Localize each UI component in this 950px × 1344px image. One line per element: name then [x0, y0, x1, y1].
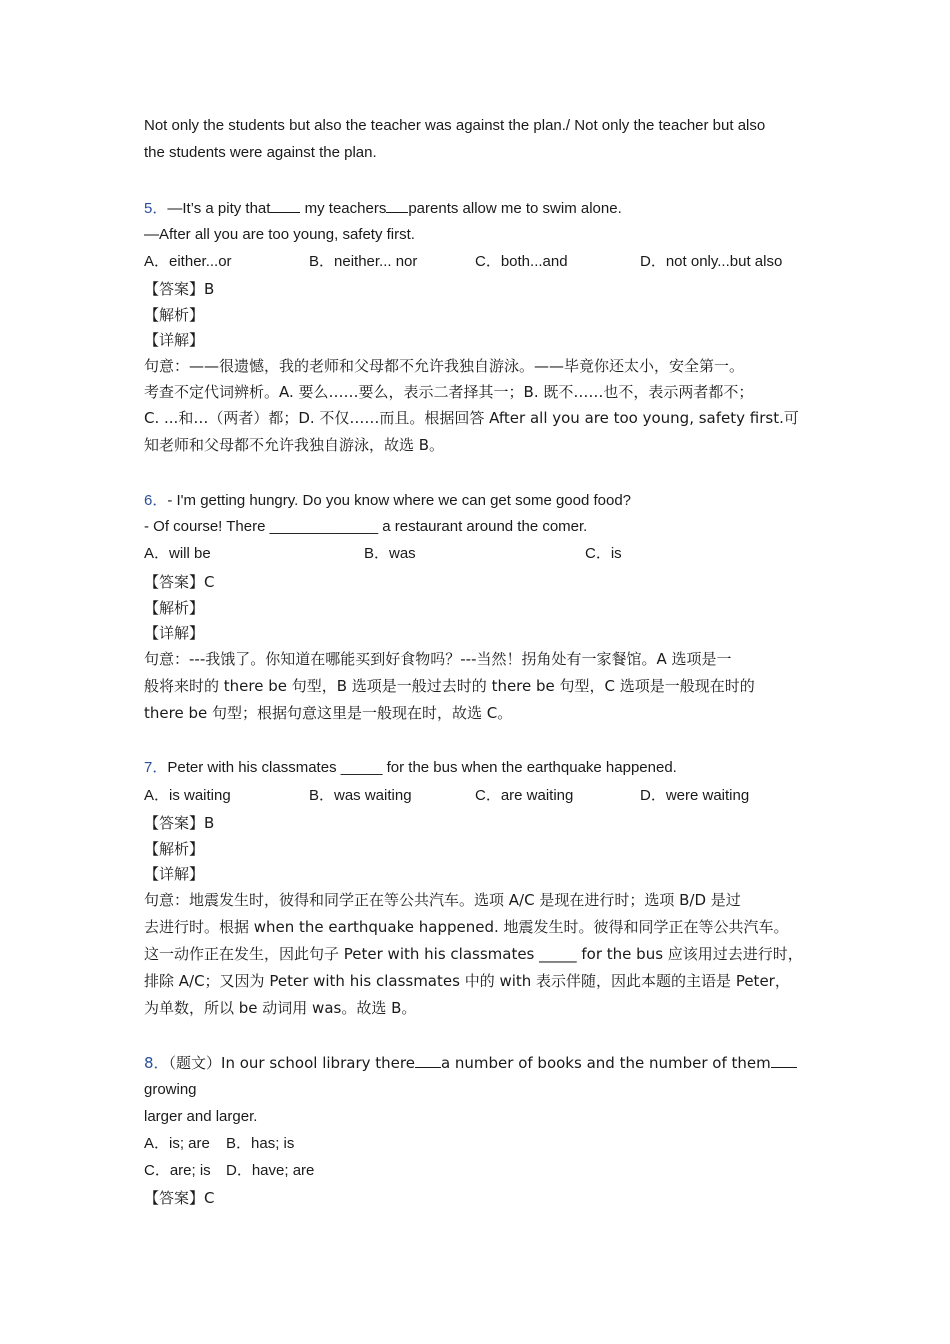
q5-answer: 【答案】B — [144, 280, 215, 298]
answer-blank — [270, 198, 300, 213]
q6-stem — [144, 491, 631, 511]
q7-option-b: B．was waiting — [309, 787, 412, 804]
q7-stem-text: Peter with his classmates _____ for the bus when the earthquake happened. — [167, 759, 677, 776]
q5-line-2: —After all you are too young, safety first. — [144, 226, 415, 243]
q8-option-c: C．are; is — [144, 1162, 211, 1179]
intro-line-2: the students were against the plan. — [144, 144, 377, 161]
q8-stem — [144, 1053, 797, 1073]
q8-stem-b: a number of books and the number of them — [440, 1054, 771, 1072]
q7-option-c: C．are waiting — [475, 787, 574, 804]
q7-explain-5: 为单数，所以 be 动词用 was。故选 B。 — [144, 999, 417, 1017]
q5-option-c: C．both...and — [475, 253, 568, 270]
q7-stem — [144, 758, 677, 778]
q5-explain-1: 句意：——很遗憾，我的老师和父母都不允许我独自游泳。——毕竟你还太小，安全第一。 — [144, 357, 745, 375]
q6-explain-1: 句意：---我饿了。你知道在哪能买到好食物吗？---当然！拐角处有一家餐馆。A 选项是一 — [144, 650, 732, 668]
q7-analysis: 【解析】 — [144, 840, 205, 858]
q7-answer: 【答案】B — [144, 814, 215, 832]
q5-explain-4: 知老师和父母都不允许我独自游泳，故选 B。 — [144, 436, 445, 454]
q6-explain-2: 般将来时的 there be 句型，B 选项是一般过去时的 there be 句型，C 选项是一般现在时的 — [144, 677, 755, 695]
q8-line-3: larger and larger. — [144, 1108, 258, 1125]
q5-option-a: A．either...or — [144, 253, 232, 270]
answer-blank — [771, 1053, 797, 1068]
q7-explain-4: 排除 A/C；又因为 Peter with his classmates 中的 with 表示伴随，因此本题的主语是 Peter， — [144, 972, 790, 990]
q6-explain-3: there be 句型；根据句意这里是一般现在时，故选 C。 — [144, 704, 513, 722]
q8-stem-a: （题文）In our school library there — [168, 1054, 415, 1072]
q5-stem-b: my teachers — [300, 200, 387, 217]
q5-explain-3: C. ...和…（两者）都；D. 不仅……而且。根据回答 After all you are too young, safety first.可 — [144, 409, 799, 427]
q7-option-a: A．is waiting — [144, 787, 231, 804]
q6-stem-text: - I'm getting hungry. Do you know where we can get some good food? — [167, 492, 632, 509]
q8-line-2: growing — [144, 1081, 197, 1098]
q6-analysis: 【解析】 — [144, 599, 205, 617]
q5-explain-2: 考查不定代词辨析。A. 要么……要么，表示二者择其一；B. 既不……也不，表示两者都不； — [144, 383, 754, 401]
q8-option-a: A．is; are — [144, 1135, 210, 1152]
q6-option-b: B．was — [364, 545, 416, 562]
q5-option-b: B．neither... nor — [309, 253, 418, 270]
q5-stem-a: —It’s a pity that — [167, 200, 271, 217]
q7-explain-2: 去进行时。根据 when the earthquake happened. 地震发生时。彼得和同学正在等公共汽车。 — [144, 918, 789, 936]
intro-line-1: Not only the students but also the teacher was against the plan./ Not only the teacher but also — [144, 117, 766, 134]
q7-explain-1: 句意：地震发生时，彼得和同学正在等公共汽车。选项 A/C 是现在进行时；选项 B/D 是过 — [144, 891, 741, 909]
q7-detail: 【详解】 — [144, 865, 205, 883]
question-number: 8． — [144, 1054, 169, 1072]
question-number: 5． — [144, 200, 168, 217]
q5-analysis: 【解析】 — [144, 306, 205, 324]
answer-blank — [386, 198, 408, 213]
q7-explain-3: 这一动作正在发生，因此句子 Peter with his classmates _____ for the bus 应该用过去进行时， — [144, 945, 803, 963]
q6-option-c: C．is — [585, 545, 622, 562]
question-number: 6． — [144, 492, 168, 509]
q8-answer: 【答案】C — [144, 1189, 215, 1207]
q6-option-a: A．will be — [144, 545, 211, 562]
q5-option-d: D．not only...but also — [640, 253, 783, 270]
answer-blank — [415, 1053, 441, 1068]
q6-answer: 【答案】C — [144, 573, 215, 591]
q8-option-d: D．have; are — [226, 1162, 315, 1179]
q6-line-2: - Of course! There _____________ a restaurant around the comer. — [144, 518, 588, 535]
q6-detail: 【详解】 — [144, 624, 205, 642]
q7-option-d: D．were waiting — [640, 787, 750, 804]
q5-stem — [144, 198, 622, 219]
q8-option-b: B．has; is — [226, 1135, 295, 1152]
question-number: 7． — [144, 759, 168, 776]
q5-detail: 【详解】 — [144, 331, 205, 349]
q5-stem-c: parents allow me to swim alone. — [408, 200, 622, 217]
